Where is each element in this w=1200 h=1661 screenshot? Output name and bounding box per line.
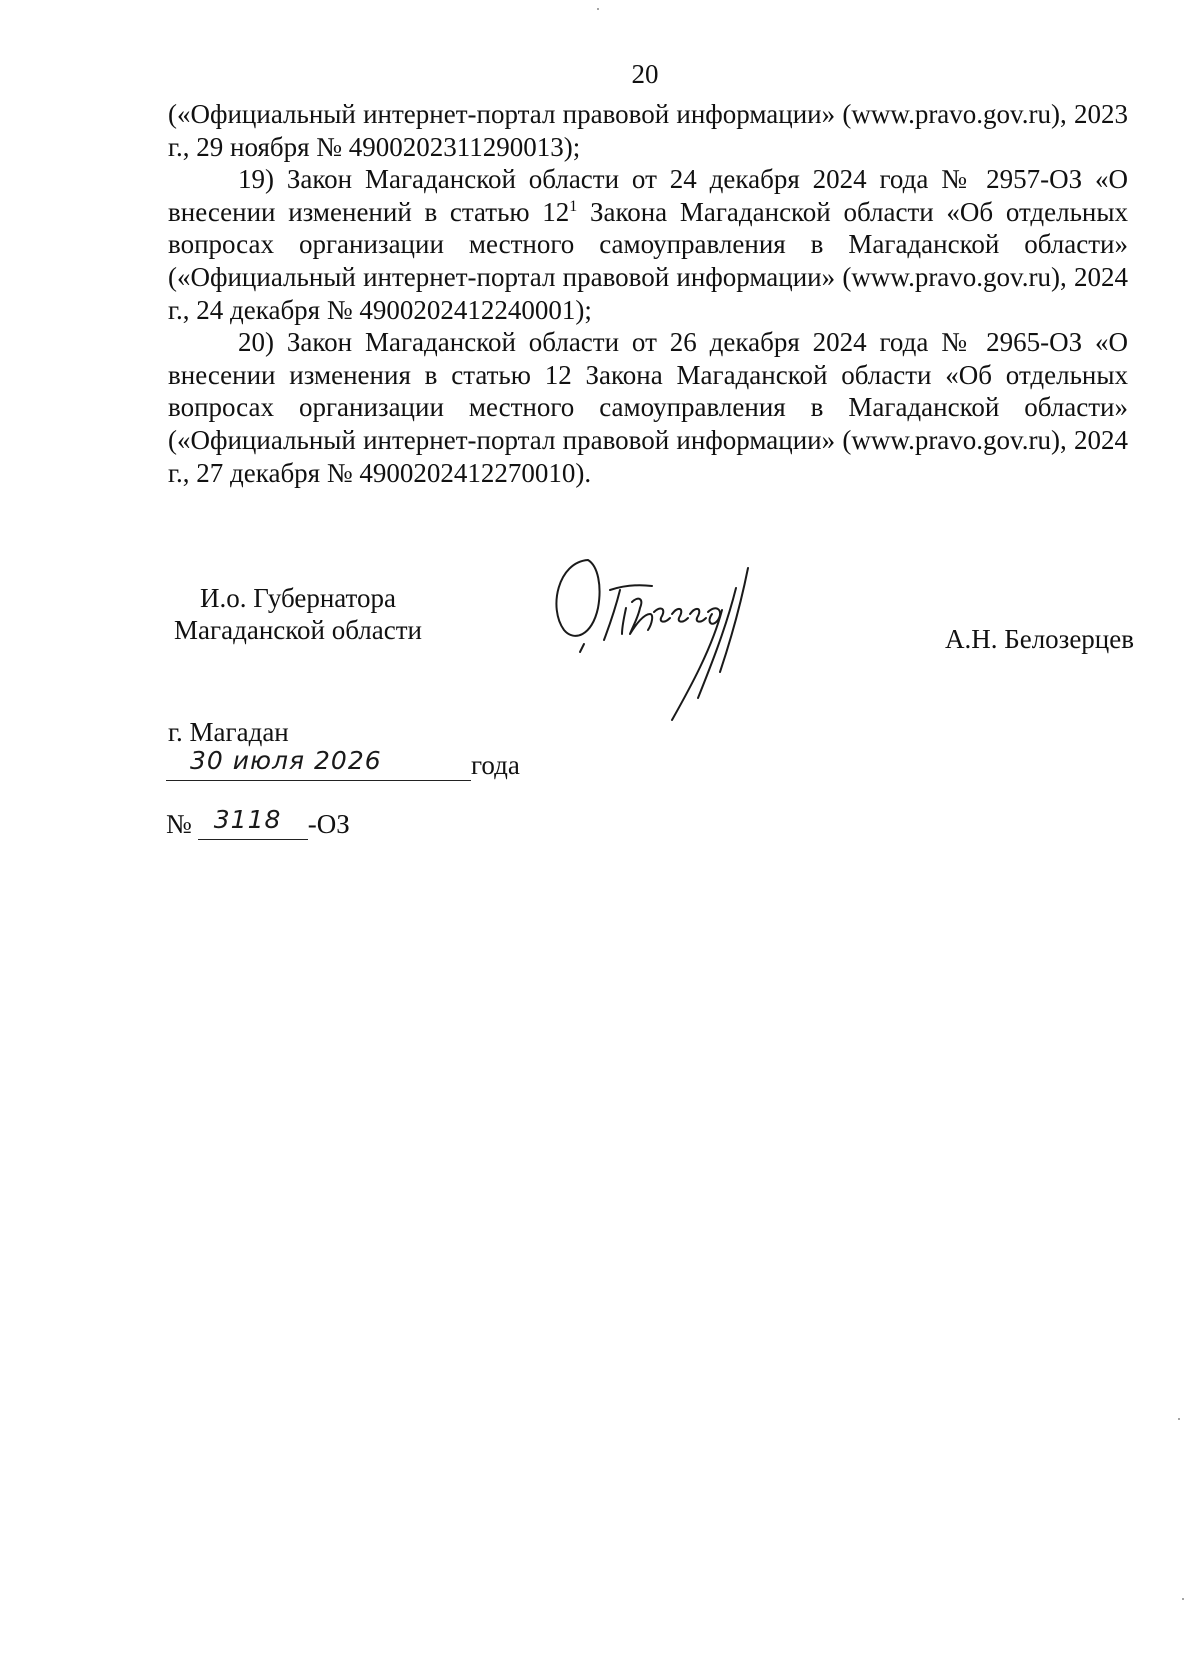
scan-speck (1182, 1598, 1184, 1600)
signatory-position-line-2: Магаданской области (174, 615, 422, 645)
list-item-19-text-start: 19) Закон Магаданской области от 24 декабря 2024 года № 2957-ОЗ «О внесении изменений в статью 12 (168, 164, 1128, 227)
number-blank (198, 805, 308, 840)
handwritten-number: 3118 (213, 805, 282, 834)
list-item-19 (168, 163, 1128, 326)
signatory-position-line-1: И.о. Губернатора (199, 583, 396, 613)
superscript: 1 (569, 197, 578, 215)
number-sign: № (166, 809, 192, 839)
scan-speck (1178, 1418, 1180, 1420)
page-number: 20 (631, 59, 659, 89)
number-suffix: -ОЗ (307, 809, 350, 839)
continuation-paragraph: («Официальный интернет-портал правовой информации» (www.pravo.gov.ru), 2023 г., 29 ноября № 4900202311290013); (168, 99, 1128, 162)
date-line (166, 746, 520, 781)
list-item-20: 20) Закон Магаданской области от 26 декабря 2024 года № 2965-ОЗ «О внесении изменения в статью 12 Закона Магаданской области «Об отдельных вопросах организации местного самоуправления в Магаданской области» («Официальный интернет-портал правовой информации» (www.pravo.gov.ru), 2024 г., 27 декабря № 4900202412270010). (168, 327, 1128, 488)
place-of-signing: г. Магадан (168, 717, 289, 747)
handwritten-date: 30 июля 2026 (190, 746, 382, 775)
document-body (168, 98, 1128, 489)
signatory-position (168, 582, 428, 646)
scan-speck (597, 8, 599, 10)
law-number-line (166, 805, 350, 840)
signatory-name: А.Н. Белозерцев (944, 624, 1134, 654)
date-blank (166, 746, 471, 781)
list-item-19-text-end: Закона Магаданской области «Об отдельных вопросах организации местного самоуправления в Магаданской области» («Официальный интернет-портал правовой информации» (www.pravo.gov.ru), 2024 г., 24 декабря № 4900202412240001); (168, 196, 1129, 325)
date-suffix: года (471, 750, 520, 780)
handwritten-signature (540, 548, 780, 733)
